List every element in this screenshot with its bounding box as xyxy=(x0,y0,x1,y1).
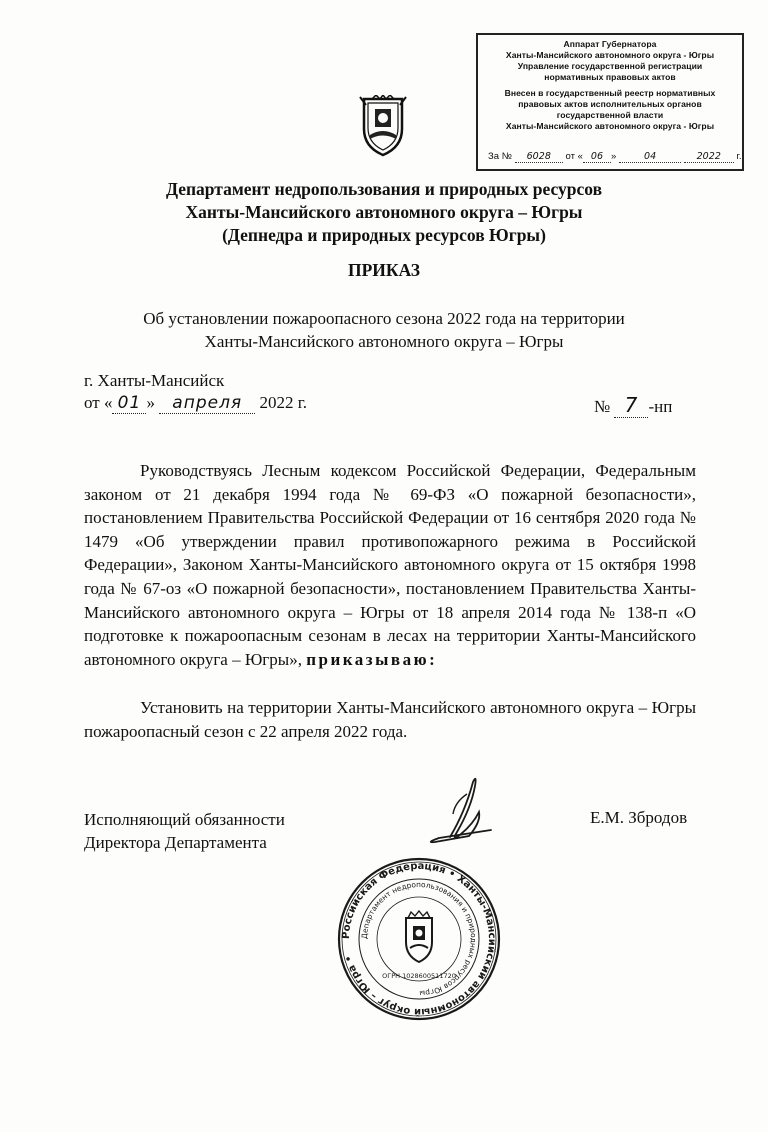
body-paragraph-1 xyxy=(84,459,696,671)
date-month: апреля xyxy=(159,393,255,414)
reg-day: 06 xyxy=(583,151,611,163)
seal-emblem-icon xyxy=(406,911,432,962)
signatory-name: Е.М. Збродов xyxy=(590,808,688,827)
document-type: ПРИКАЗ xyxy=(347,260,421,280)
date-prefix: от « xyxy=(84,393,113,412)
body-paragraph-2: Установить на территории Ханты-Мансийского автономного округа – Югры пожароопасный сезон с 22 апреля 2022 года. xyxy=(84,698,696,741)
department-name-line1: Департамент недропользования и природных ресурсов xyxy=(165,179,603,199)
official-seal xyxy=(336,856,502,1022)
reg-stamp-line: Ханты-Мансийского автономного округа - Югры xyxy=(505,50,715,60)
order-emphasis: приказываю: xyxy=(306,649,438,669)
reg-day-close: » xyxy=(611,151,617,162)
date-day: 01 xyxy=(112,393,146,414)
document-subject xyxy=(0,307,768,353)
subject-line2: Ханты-Мансийского автономного округа – Югры xyxy=(204,332,564,351)
seal-inner-text: Департамент недропользования и природных ресурсов Югры xyxy=(359,879,479,999)
reg-year: 2022 xyxy=(684,151,734,163)
signatory-position-line2: Директора Департамента xyxy=(84,833,267,852)
reg-stamp-line: Аппарат Губернатора xyxy=(563,39,657,49)
reg-stamp-line: Управление государственной регистрации xyxy=(517,61,703,71)
department-name-line2: Ханты-Мансийского автономного округа – Югры xyxy=(185,202,583,222)
registration-stamp xyxy=(476,33,744,171)
document-number xyxy=(594,393,672,418)
reg-stamp-line: нормативных правовых актов xyxy=(544,72,676,82)
department-name-line3: (Депнедра и природных ресурсов Югры) xyxy=(222,225,546,245)
signatory-position-line1: Исполняющий обязанности xyxy=(84,810,285,829)
reg-stamp-line: государственной власти xyxy=(556,110,664,120)
date-year: 2022 г. xyxy=(259,393,308,412)
number-suffix: -нп xyxy=(648,397,673,416)
reg-from: от « xyxy=(565,151,584,162)
reg-stamp-line: Внесен в государственный реестр нормативных xyxy=(504,88,716,98)
coat-of-arms-icon xyxy=(358,95,408,157)
reg-number: 6028 xyxy=(515,151,563,163)
document-date xyxy=(84,393,307,414)
signatory-position xyxy=(84,808,285,854)
number-value: 7 xyxy=(614,393,648,418)
seal-ogrn: ОГРН 1028600511720 xyxy=(382,972,456,980)
date-mid: » xyxy=(146,393,155,412)
reg-prefix: За № xyxy=(488,151,513,162)
seal-outer-text: Российская Федерация • Ханты-Мансийский автономный округ – Югра • xyxy=(340,860,498,1018)
place-of-issue: г. Ханты-Мансийск xyxy=(84,371,225,390)
reg-number-line xyxy=(488,151,742,163)
reg-year-suffix: г. xyxy=(736,151,742,162)
handwritten-signature xyxy=(395,772,515,852)
reg-stamp-line: правовых актов исполнительных органов xyxy=(518,99,702,109)
subject-line1: Об установлении пожароопасного сезона 2022 года на территории xyxy=(143,309,625,328)
number-prefix: № xyxy=(594,397,611,416)
reg-month: 04 xyxy=(619,151,681,163)
reg-stamp-line: Ханты-Мансийского автономного округа - Югры xyxy=(505,121,715,131)
body-paragraph-1-text: Руководствуясь Лесным кодексом Российской Федерации, Федеральным законом от 21 декабря 1994 года № 69-ФЗ «О пожарной безопасности», постановлением Правительства Российской Федерации от 16 сентября 2020 года № 1479 «Об утверждении правил противопожарного режима в Российской Федерации», Законом Ханты-Мансийского автономного округа от 15 октября 1998 года № 67-оз «О пожарной безопасности», постановлением Правительства Ханты-Мансийского автономного округа – Югры от 18 апреля 2014 года № 138-п «О подготовке к пожароопасным сезонам в лесах на территории Ханты-Мансийского автономного округа – Югры», xyxy=(84,461,696,669)
